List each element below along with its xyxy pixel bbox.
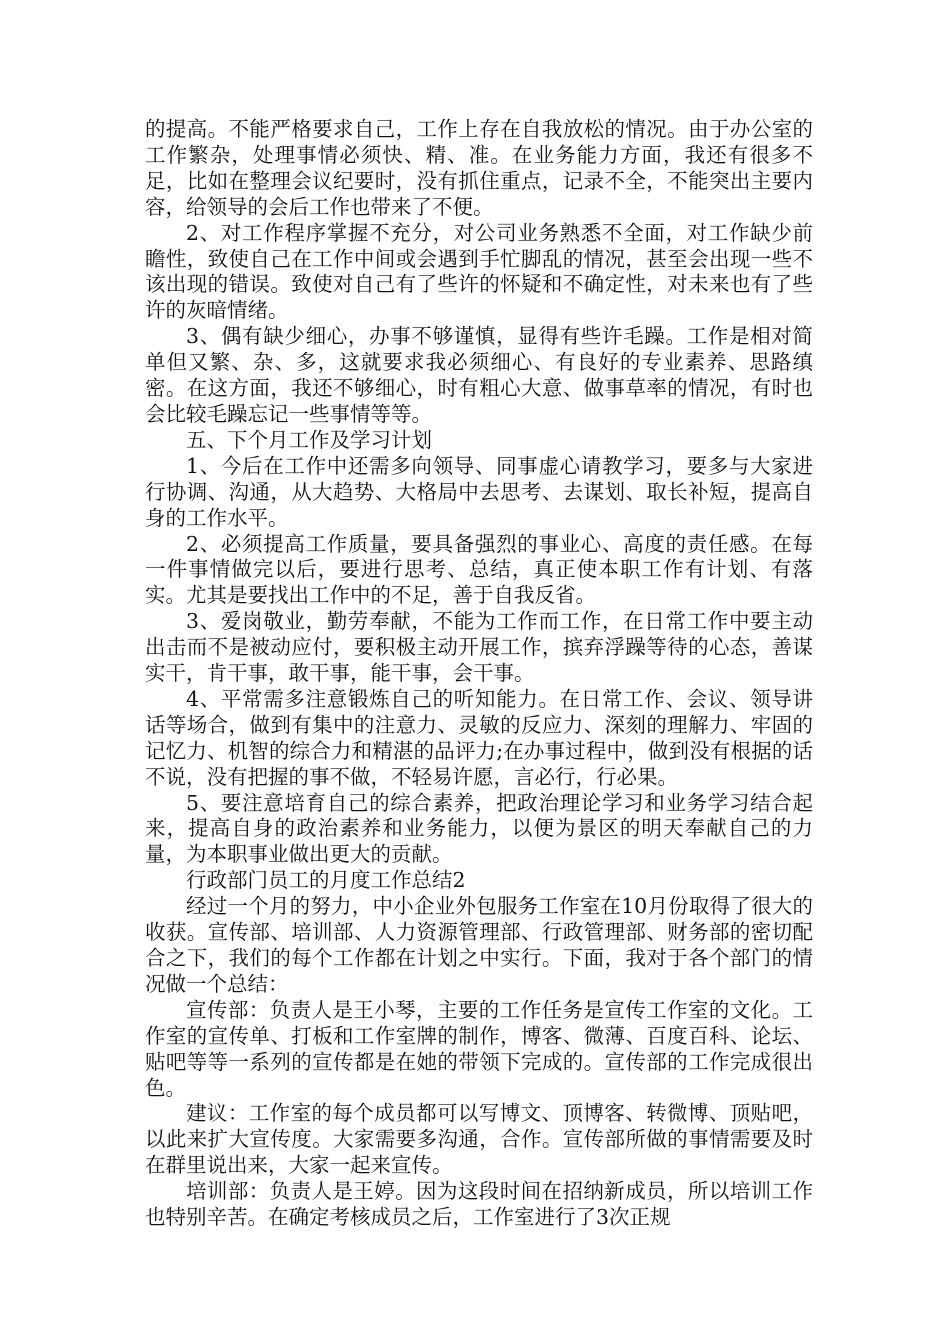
section-heading-next-month-plan: 五、下个月工作及学习计划 [186, 427, 432, 452]
paragraph-summary-intro: 经过一个月的努力，中小企业外包服务工作室在10月份取得了很大的收获。宣传部、培训部、人力资源管理部、行政管理部、财务部的密切配合之下，我们的每个工作都在计划之中实行。下面，我对于各个部门的情况做一个总结： [145, 894, 813, 996]
paragraph-plan-1: 1、今后在工作中还需多向领导、同事虚心请教学习，要多与大家进行协调、沟通，从大趋势、大格局中去思考、去谋划、取长补短，提高自身的工作水平。 [145, 453, 813, 530]
paragraph-procedure: 2、对工作程序掌握不充分，对公司业务熟悉不全面，对工作缺少前瞻性，致使自己在工作中间或会遇到手忙脚乱的情况，甚至会出现一些不该出现的错误。致使对自己有了些许的怀疑和不确定性，对未来也有了些许的灰暗情绪。 [145, 220, 813, 323]
paragraph-plan-4: 4、平常需多注意锻炼自己的听知能力。在日常工作、会议、领导讲话等场合，做到有集中的注意力、灵敏的反应力、深刻的理解力、牢固的记忆力、机智的综合力和精湛的品评力;在办事过程中，做到没有根据的话不说，没有把握的事不做，不轻易许愿，言必行，行必果。 [145, 686, 813, 789]
paragraph-suggestion: 建议：工作室的每个成员都可以写博文、顶博客、转微博、顶贴吧，以此来扩大宣传度。大家需要多沟通，合作。宣传部所做的事情需要及时在群里说出来，大家一起来宣传。 [145, 1101, 813, 1178]
paragraph-carefulness: 3、偶有缺少细心，办事不够谨慎，显得有些许毛躁。工作是相对简单但又繁、杂、多，这就要求我必须细心、有良好的专业素养、思路缜密。在这方面，我还不够细心，时有粗心大意、做事草率的情况，有时也会比较毛躁忘记一些事情等等。 [145, 324, 813, 426]
paragraph-plan-5: 5、要注意培育自己的综合素养，把政治理论学习和业务学习结合起来，提高自身的政治素养和业务能力，以便为景区的明天奉献自己的力量，为本职事业做出更大的贡献。 [145, 790, 813, 867]
paragraph-plan-3: 3、爱岗敬业，勤劳奉献，不能为工作而工作，在日常工作中要主动出击而不是被动应付，要积极主动开展工作，摈弃浮躁等待的心态，善谋实干，肯干事，敢干事，能干事，会干事。 [145, 609, 813, 686]
paragraph-office-ability: 的提高。不能严格要求自己，工作上存在自我放松的情况。由于办公室的工作繁杂，处理事情必须快、精、准。在业务能力方面，我还有很多不足，比如在整理会议纪要时，没有抓住重点，记录不全，不能突出主要内容，给领导的会后工作也带来了不便。 [145, 117, 813, 219]
paragraph-training-dept: 培训部：负责人是王婷。因为这段时间在招纳新成员，所以培训工作也特别辛苦。在确定考核成员之后，工作室进行了3次正规 [145, 1179, 813, 1230]
section-title-summary-2: 行政部门员工的月度工作总结2 [186, 868, 466, 893]
paragraph-plan-2: 2、必须提高工作质量，要具备强烈的事业心、高度的责任感。在每一件事情做完以后，要进行思考、总结，真正使本职工作有计划、有落实。尤其是要找出工作中的不足，善于自我反省。 [145, 531, 813, 608]
document-page [145, 117, 813, 1231]
paragraph-publicity-dept: 宣传部：负责人是王小琴，主要的工作任务是宣传工作室的文化。工作室的宣传单、打板和工作室牌的制作，博客、微薄、百度百科、论坛、贴吧等等一系列的宣传都是在她的带领下完成的。宣传部的工作完成很出色。 [145, 997, 813, 1100]
